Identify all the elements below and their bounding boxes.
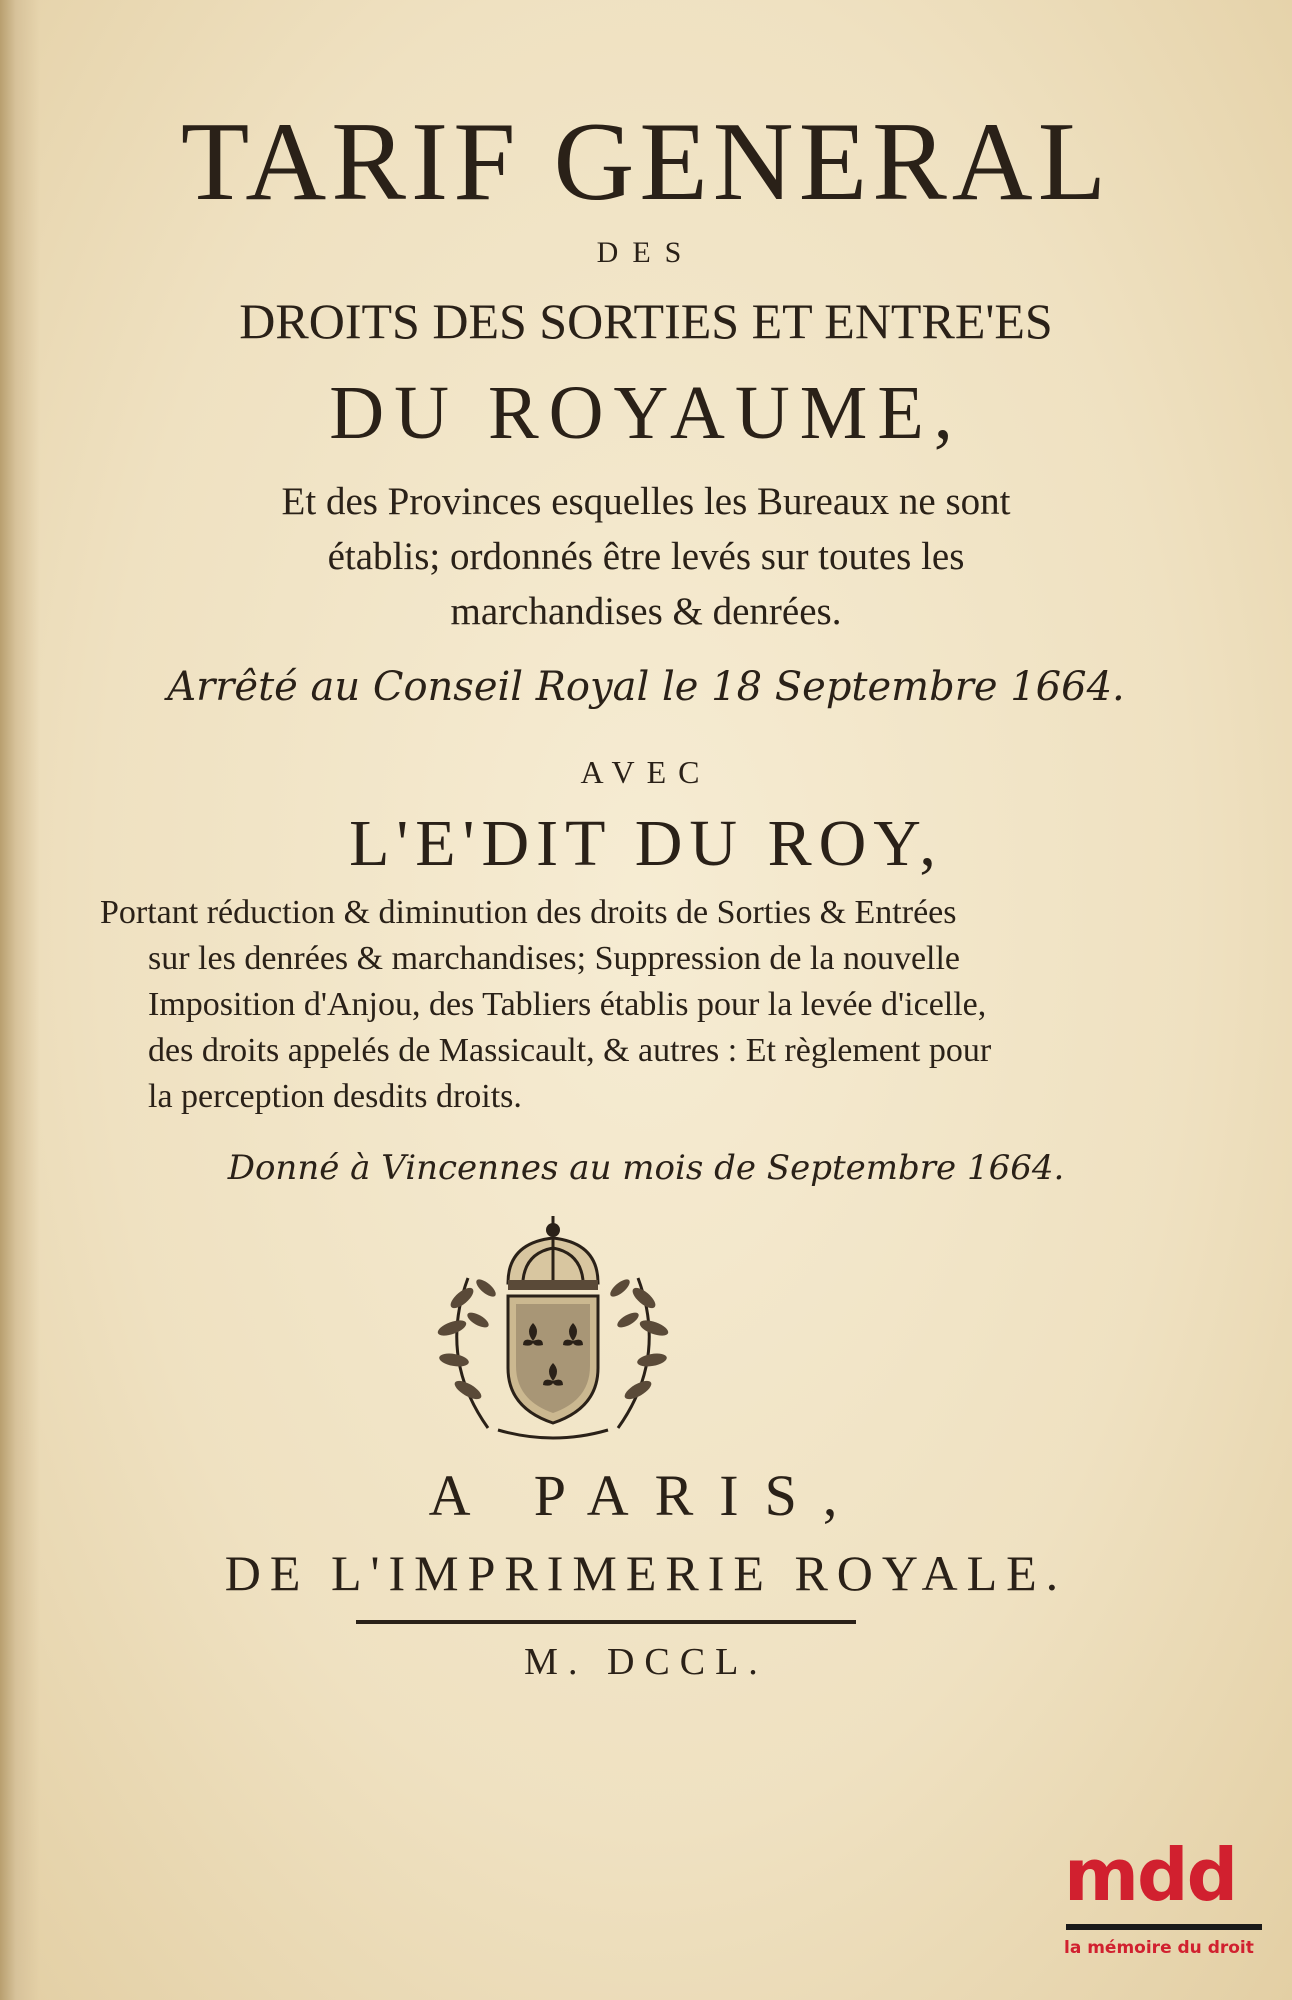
arrete-date-line: Arrêté au Conseil Royal le 18 Septembre 1664. bbox=[167, 664, 1125, 710]
logo-mark: mdd bbox=[1064, 1833, 1237, 1917]
imprint-place: A PARIS, bbox=[428, 1463, 864, 1528]
logo-text: la mémoire du droit bbox=[1064, 1938, 1254, 1958]
subtitle-line-1: DROITS DES SORTIES ET ENTRE'ES bbox=[239, 293, 1053, 349]
subtitle-line-2: DU ROYAUME, bbox=[329, 371, 963, 455]
description-line: marchandises & denrées. bbox=[450, 590, 842, 633]
imprint-year: M. DCCL. bbox=[524, 1641, 768, 1683]
main-title: TARIF GENERAL bbox=[180, 100, 1112, 224]
description-line: établis; ordonnés être levés sur toutes les bbox=[327, 535, 965, 578]
mdd-logo bbox=[1060, 1830, 1270, 1980]
edit-description-line: la perception desdits droits. bbox=[148, 1078, 522, 1115]
royal-arms-fleur-de-lis-icon bbox=[428, 1208, 678, 1448]
avec-connector: AVEC bbox=[580, 754, 712, 790]
logo-bar bbox=[1066, 1924, 1262, 1930]
edit-description-line: Portant réduction & diminution des droits de Sorties & Entrées bbox=[100, 894, 957, 931]
edit-description-line: sur les denrées & marchandises; Suppression de la nouvelle bbox=[148, 940, 961, 977]
imprint-rule bbox=[356, 1620, 856, 1624]
imprint-printer: DE L'IMPRIMERIE ROYALE. bbox=[224, 1545, 1068, 1601]
edit-description-line: des droits appelés de Massicault, & autres : Et règlement pour bbox=[148, 1032, 992, 1069]
edit-title: L'E'DIT DU ROY, bbox=[349, 807, 943, 880]
edit-description-line: Imposition d'Anjou, des Tabliers établis pour la levée d'icelle, bbox=[148, 986, 987, 1023]
title-connector: DES bbox=[596, 236, 696, 269]
donne-date-line: Donné à Vincennes au mois de Septembre 1664. bbox=[227, 1148, 1065, 1188]
description-line: Et des Provinces esquelles les Bureaux ne sont bbox=[281, 480, 1011, 523]
